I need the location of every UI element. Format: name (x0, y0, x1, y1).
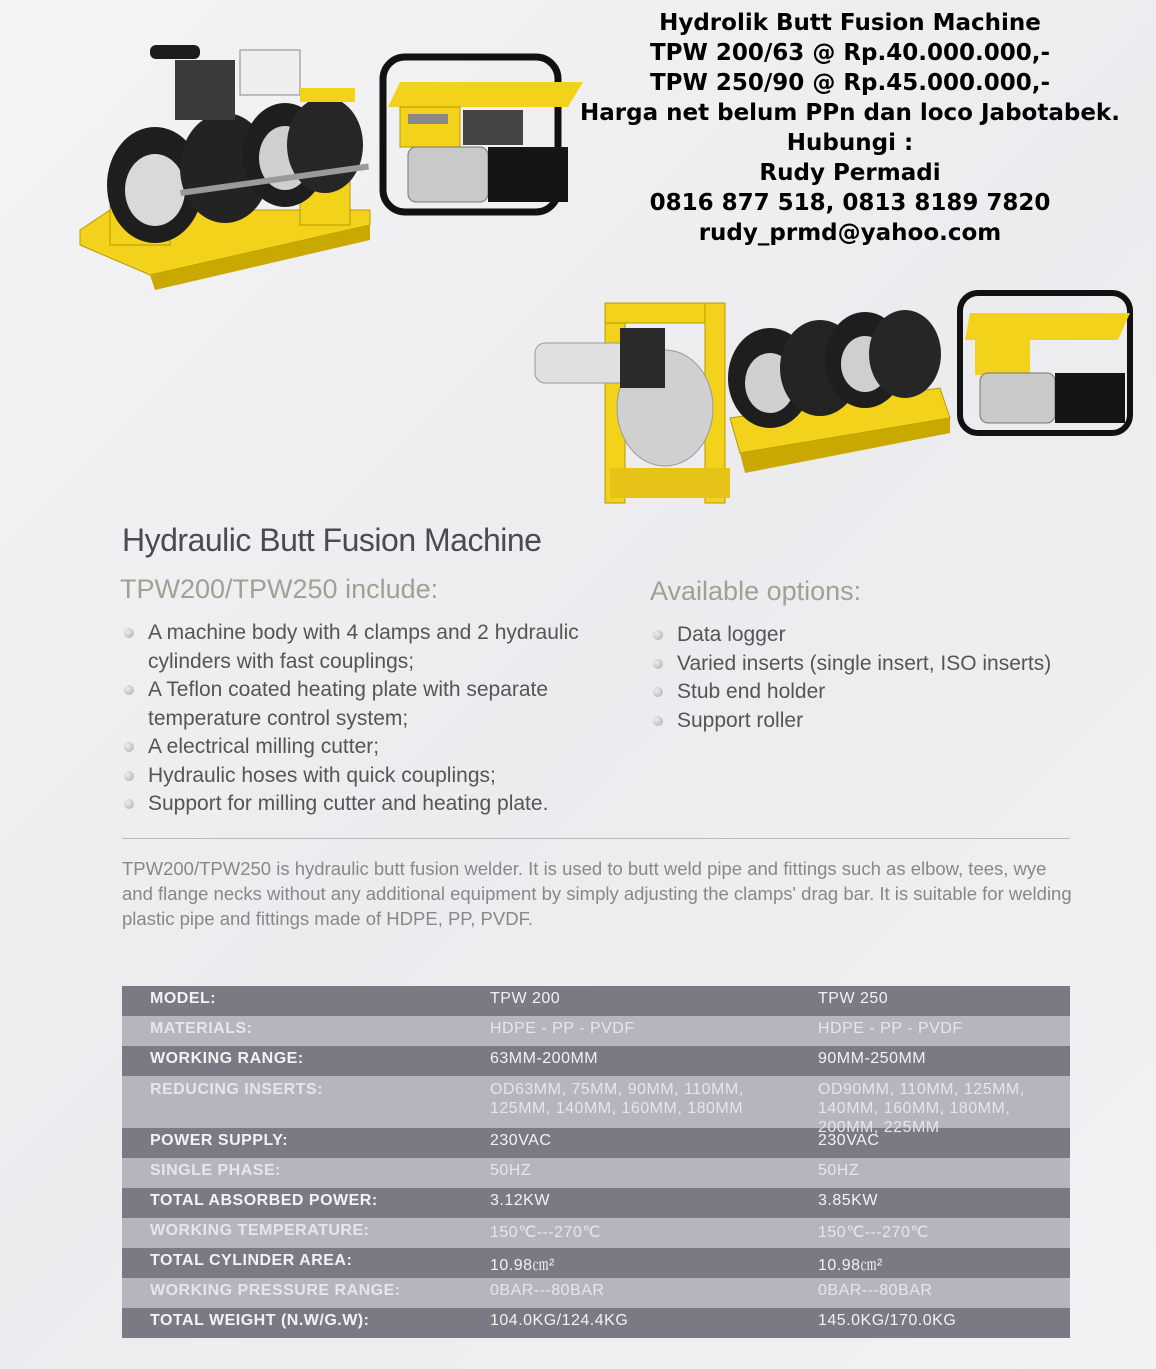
table-row (122, 1188, 1070, 1218)
spec-value-tpw250: 90MM-250MM (818, 1050, 927, 1067)
options-heading: Available options: (650, 576, 862, 606)
spec-label: MODEL: (150, 990, 217, 1007)
spec-value-tpw200: 230VAC (490, 1132, 552, 1149)
divider (122, 838, 1070, 839)
product-description: TPW200/TPW250 is hydraulic butt fusion welder. It is used to butt weld pipe and fittings such as elbow, tees, wye and flange necks without any additional equipment by simply adjusting the clamps' drag bar. It is suitable for welding plastic pipe and fittings made of HDPE, PP, PVDF. (122, 858, 1072, 929)
spec-label: MATERIALS: (150, 1020, 253, 1037)
list-item: Hydraulic hoses with quick couplings; (122, 762, 642, 791)
spec-value-tpw250: 10.98㎝² (818, 1257, 883, 1274)
spec-label: TOTAL WEIGHT (N.W/G.W): (150, 1312, 370, 1329)
specs-table (122, 986, 1070, 1338)
spec-value-tpw250: OD90MM, 110MM, 125MM, 140MM, 160MM, 180MM, 200MM, 225MM (818, 1081, 1025, 1136)
spec-value-tpw250: TPW 250 (818, 990, 889, 1007)
list-item: A electrical milling cutter; (122, 733, 642, 762)
table-row (122, 1278, 1070, 1308)
table-row (122, 1218, 1070, 1248)
table-row (122, 1158, 1070, 1188)
spec-label: TOTAL ABSORBED POWER: (150, 1192, 378, 1209)
spec-label: WORKING PRESSURE RANGE: (150, 1282, 401, 1299)
spec-value-tpw200: 3.12KW (490, 1192, 550, 1209)
promo-line: 0816 877 518, 0813 8189 7820 (649, 190, 1051, 216)
promo-line: TPW 200/63 @ Rp.40.000.000,- (649, 40, 1051, 66)
include-list (122, 619, 642, 819)
list-item: Stub end holder (651, 678, 1121, 707)
spec-label: POWER SUPPLY: (150, 1132, 289, 1149)
spec-value-tpw200: 104.0KG/124.4KG (490, 1312, 629, 1329)
list-item: Support for milling cutter and heating plate. (122, 790, 642, 819)
spec-label: WORKING RANGE: (150, 1050, 304, 1067)
table-row (122, 1128, 1070, 1158)
spec-value-tpw250: 50HZ (818, 1162, 860, 1179)
spec-value-tpw200: 63MM-200MM (490, 1050, 599, 1067)
spec-label: TOTAL CYLINDER AREA: (150, 1252, 353, 1269)
table-row (122, 1016, 1070, 1046)
list-item: Data logger (651, 621, 1121, 650)
table-row (122, 1308, 1070, 1338)
spec-value-tpw200: 0BAR---80BAR (490, 1282, 605, 1299)
spec-value-tpw250: 150℃---270℃ (818, 1224, 929, 1241)
table-row (122, 986, 1070, 1016)
hydraulic-unit-photo (378, 52, 588, 222)
promo-text (560, 8, 1140, 248)
spec-value-tpw200: OD63MM, 75MM, 90MM, 110MM, 125MM, 140MM, 160MM, 180MM (490, 1081, 744, 1117)
spec-value-tpw250: 145.0KG/170.0KG (818, 1312, 957, 1329)
list-item: Varied inserts (single insert, ISO inserts) (651, 650, 1121, 679)
full-set-photo (520, 288, 1140, 513)
table-row (122, 1046, 1070, 1076)
brochure-title: Hydraulic Butt Fusion Machine (122, 522, 542, 558)
spec-value-tpw250: HDPE - PP - PVDF (818, 1020, 963, 1037)
machine-body-photo (70, 40, 375, 290)
promo-line: Hydrolik Butt Fusion Machine (659, 10, 1041, 36)
spec-value-tpw200: 10.98㎝² (490, 1257, 555, 1274)
list-item: Support roller (651, 707, 1121, 736)
spec-value-tpw200: 150℃---270℃ (490, 1224, 601, 1241)
spec-value-tpw200: HDPE - PP - PVDF (490, 1020, 635, 1037)
promo-line: TPW 250/90 @ Rp.45.000.000,- (649, 70, 1051, 96)
spec-value-tpw200: 50HZ (490, 1162, 532, 1179)
spec-value-tpw200: TPW 200 (490, 990, 561, 1007)
spec-label: WORKING TEMPERATURE: (150, 1222, 370, 1239)
spec-value-tpw250: 3.85KW (818, 1192, 878, 1209)
spec-value-tpw250: 0BAR---80BAR (818, 1282, 933, 1299)
table-row (122, 1076, 1070, 1136)
spec-label: SINGLE PHASE: (150, 1162, 281, 1179)
promo-line: Hubungi : (786, 130, 914, 156)
promo-email: rudy_prmd@yahoo.com (698, 220, 1002, 246)
table-row (122, 1248, 1070, 1278)
spec-value-tpw250: 230VAC (818, 1132, 880, 1149)
promo-line: Harga net belum PPn dan loco Jabotabek. (580, 100, 1120, 126)
spec-label: REDUCING INSERTS: (150, 1081, 323, 1098)
list-item: A Teflon coated heating plate with separate temperature control system; (122, 676, 642, 733)
options-list (651, 621, 1121, 735)
list-item: A machine body with 4 clamps and 2 hydraulic cylinders with fast couplings; (122, 619, 642, 676)
promo-line: Rudy Permadi (759, 160, 941, 186)
include-heading: TPW200/TPW250 include: (120, 574, 439, 604)
